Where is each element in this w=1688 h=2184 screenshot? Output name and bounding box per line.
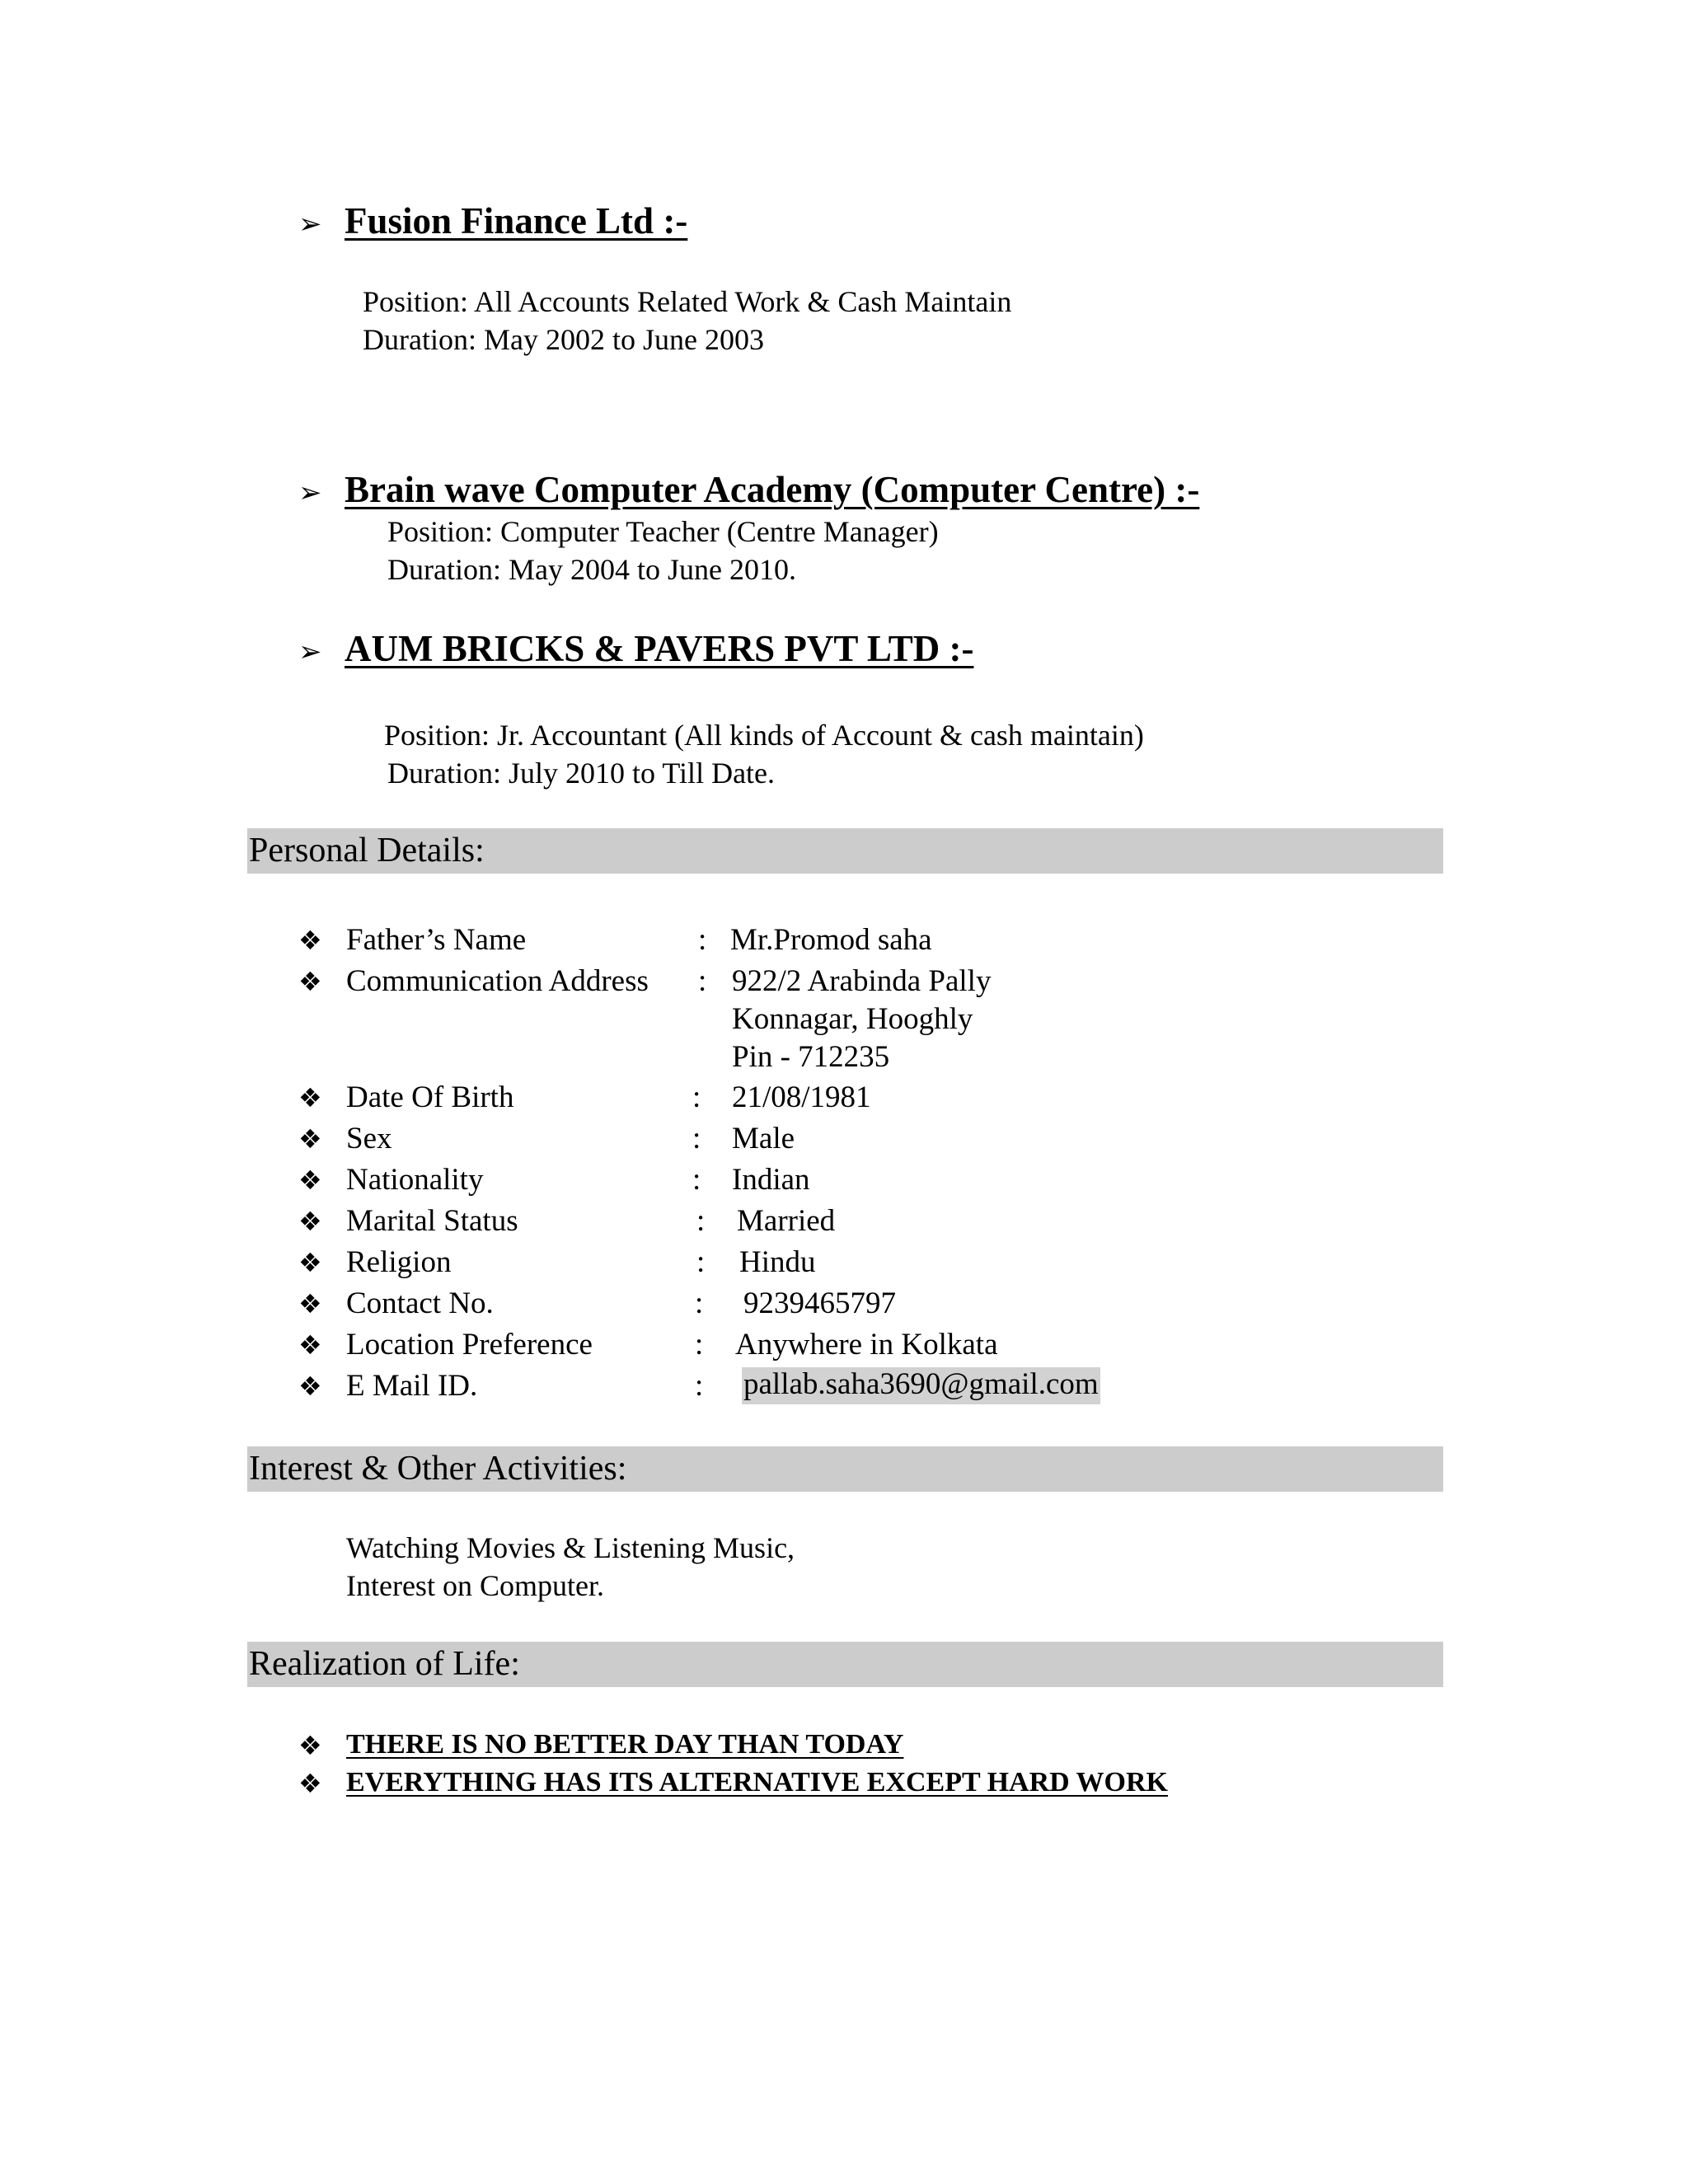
arrow-bullet-icon: ➢	[298, 637, 322, 668]
detail-label: Marital Status	[346, 1204, 518, 1238]
section-title: Realization of Life:	[249, 1645, 520, 1683]
detail-label: Religion	[346, 1245, 452, 1279]
arrow-bullet-icon: ➢	[298, 478, 322, 509]
job-title: Fusion Finance Ltd :-	[345, 200, 688, 241]
job-position: Position: All Accounts Related Work & Cash Maintain	[363, 285, 1012, 318]
detail-label: Communication Address	[346, 964, 649, 998]
detail-value: Married	[737, 1204, 836, 1238]
job-duration: Duration: May 2002 to June 2003	[363, 323, 764, 356]
job-title: AUM BRICKS & PAVERS PVT LTD :-	[345, 628, 974, 669]
detail-value: Indian	[732, 1163, 810, 1197]
job-position: Position: Jr. Accountant (All kinds of Account & cash maintain)	[384, 719, 1144, 752]
diamond-bullet-icon: ❖	[298, 1371, 322, 1402]
detail-label: Father’s Name	[346, 923, 527, 957]
detail-value: Hindu	[739, 1245, 816, 1279]
detail-colon: :	[692, 1122, 701, 1155]
section-header-realization	[247, 1642, 1443, 1687]
detail-value: 21/08/1981	[732, 1080, 871, 1114]
detail-label: Date Of Birth	[346, 1080, 514, 1114]
motto-item: EVERYTHING HAS ITS ALTERNATIVE EXCEPT HARD WORK	[346, 1767, 1169, 1797]
diamond-bullet-icon: ❖	[298, 925, 322, 956]
detail-label: Location Preference	[346, 1328, 593, 1361]
diamond-bullet-icon: ❖	[298, 1730, 322, 1761]
diamond-bullet-icon: ❖	[298, 1329, 322, 1361]
arrow-bullet-icon: ➢	[298, 209, 322, 240]
section-title: Personal Details:	[249, 832, 485, 869]
detail-value-line: Konnagar, Hooghly	[732, 1002, 973, 1036]
detail-label: Sex	[346, 1122, 392, 1155]
diamond-bullet-icon: ❖	[298, 1165, 322, 1196]
section-header-interests	[247, 1446, 1443, 1492]
email-link[interactable]: pallab.saha3690@gmail.com	[742, 1367, 1100, 1404]
diamond-bullet-icon: ❖	[298, 1768, 322, 1799]
detail-colon: :	[695, 1328, 704, 1361]
diamond-bullet-icon: ❖	[298, 1206, 322, 1237]
detail-value: Male	[732, 1122, 795, 1155]
diamond-bullet-icon: ❖	[298, 1288, 322, 1319]
detail-colon: :	[698, 964, 707, 998]
job-duration: Duration: July 2010 to Till Date.	[387, 757, 776, 790]
job-duration: Duration: May 2004 to June 2010.	[387, 553, 796, 586]
section-header-personal	[247, 828, 1443, 874]
detail-colon: :	[696, 1204, 706, 1238]
detail-label: Contact No.	[346, 1286, 494, 1320]
detail-colon: :	[695, 1286, 704, 1320]
interest-line: Interest on Computer.	[346, 1569, 604, 1602]
detail-value: 922/2 Arabinda Pally	[732, 964, 992, 998]
detail-colon: :	[698, 923, 707, 957]
detail-label: E Mail ID.	[346, 1369, 478, 1403]
detail-value: 9239465797	[743, 1286, 896, 1320]
job-title: Brain wave Computer Academy (Computer Centre) :-	[345, 469, 1200, 510]
section-title: Interest & Other Activities:	[249, 1450, 627, 1488]
interest-line: Watching Movies & Listening Music,	[346, 1531, 795, 1564]
detail-value-line: Pin - 712235	[732, 1040, 890, 1074]
diamond-bullet-icon: ❖	[298, 1123, 322, 1155]
detail-value: Anywhere in Kolkata	[735, 1328, 998, 1361]
job-position: Position: Computer Teacher (Centre Manager)	[387, 515, 939, 548]
diamond-bullet-icon: ❖	[298, 1247, 322, 1278]
detail-value: Mr.Promod saha	[730, 923, 932, 957]
motto-item: THERE IS NO BETTER DAY THAN TODAY	[346, 1729, 904, 1760]
detail-colon: :	[692, 1080, 701, 1114]
detail-colon: :	[696, 1245, 706, 1279]
detail-label: Nationality	[346, 1163, 484, 1197]
diamond-bullet-icon: ❖	[298, 966, 322, 997]
detail-colon: :	[695, 1369, 704, 1403]
detail-colon: :	[692, 1163, 701, 1197]
diamond-bullet-icon: ❖	[298, 1082, 322, 1113]
